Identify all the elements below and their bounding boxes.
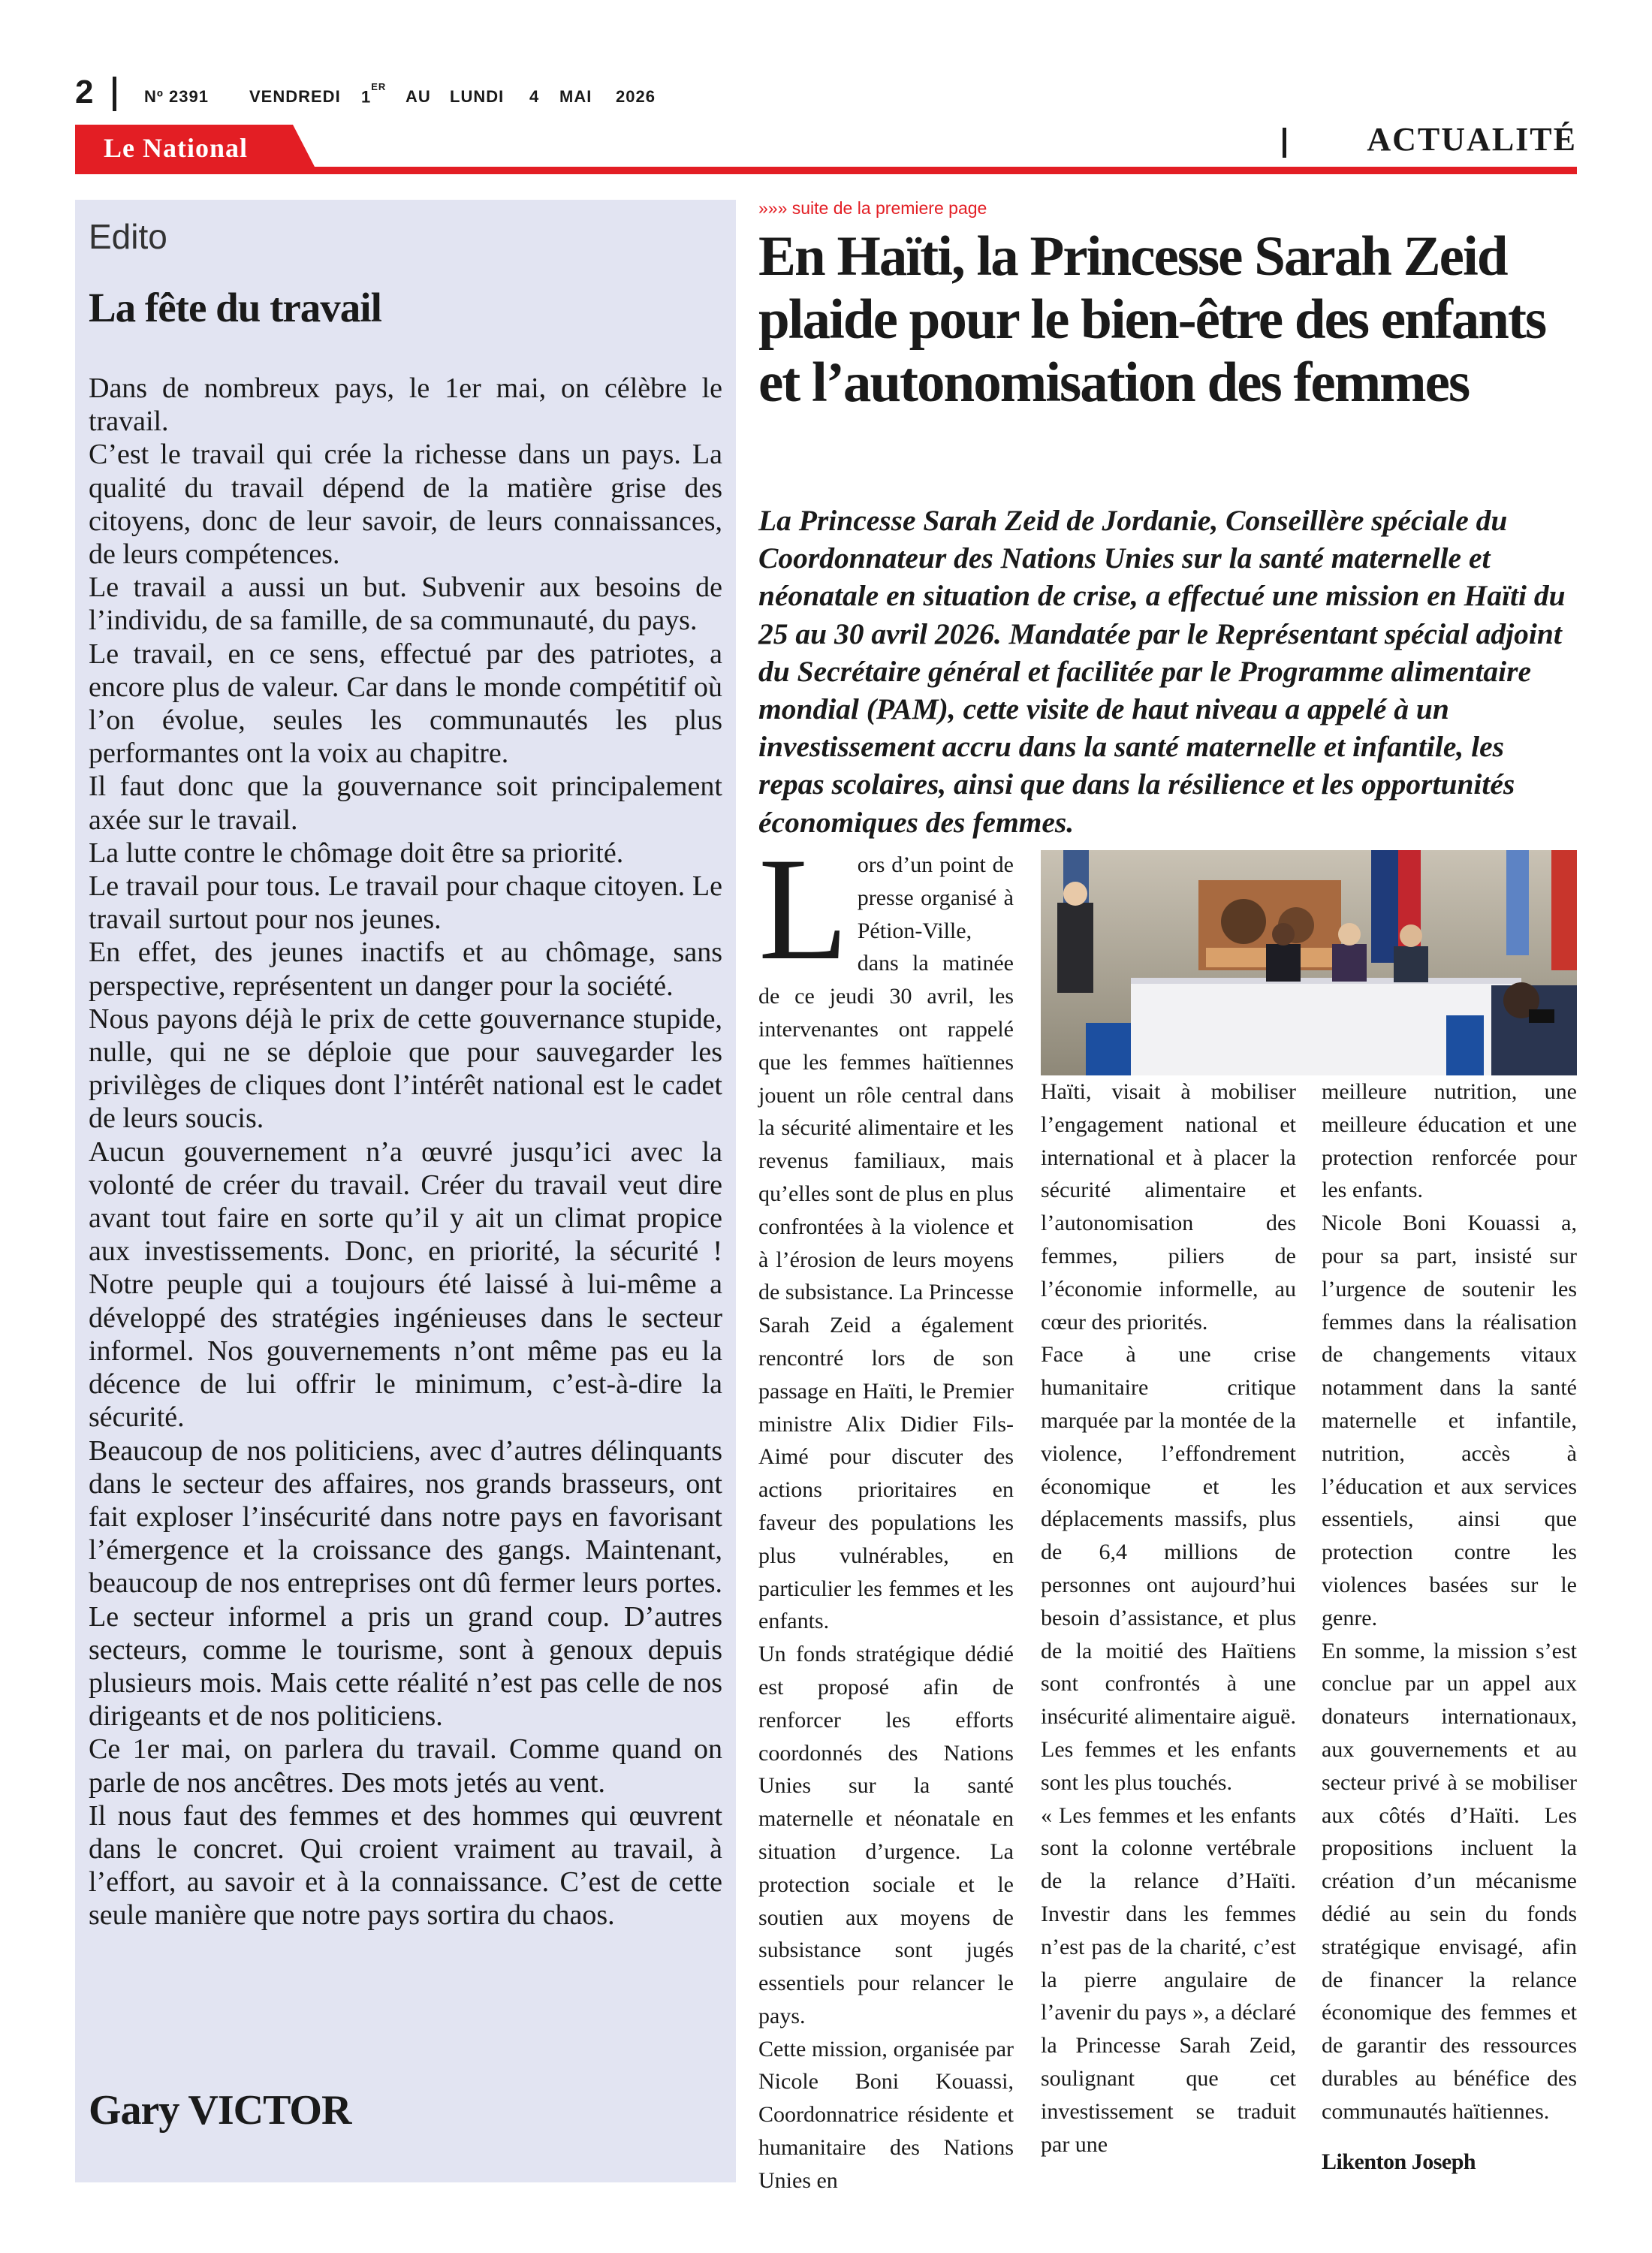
date-num-end: 4 xyxy=(529,87,540,106)
article-paragraph: Lors d’un point de presse organisé à Pétion-Ville, dans la matinée de ce jeudi 30 avril, les intervenantes ont rappelé que les femmes haïtiennes jouent un rôle central dans la sécurité alimentaire et les revenus familiaux, mais qu’elles sont de plus en plus confrontées à la violence et à l’érosion de leurs moyens de subsistance. La Princesse Sarah Zeid a également rencontré lors de son passage en Haïti, le Premier ministre Alix Didier Fils-Aimé pour discuter des actions prioritaires en faveur des populations les plus vulnérables, en particulier les femmes et les enfants. xyxy=(758,828,1014,1634)
edito-paragraph: Il faut donc que la gouvernance soit principalement axée sur le travail. xyxy=(89,771,722,836)
page-header xyxy=(75,74,1577,119)
article-paragraph: En somme, la mission s’est conclue par un appel aux donateurs internationaux, aux gouvernements et au secteur privé à se mobiliser aux côtés d’Haïti. Les propositions incluent la création d’un mécanisme dédié au sein du fonds stratégique envisagé, afin de financer la relance économique des femmes et de garantir des ressources durables au bénéfice des communautés haïtiennes. xyxy=(1322,1638,1577,2124)
article-column-2 xyxy=(1041,1075,1296,2161)
edito-paragraph: Dans de nombreux pays, le 1er mai, on célèbre le travail. xyxy=(89,372,722,438)
date-month: MAI xyxy=(559,87,592,106)
date-num-start: 1ER xyxy=(361,81,387,107)
article-paragraph: meilleure nutrition, une meilleure éducation et une protection renforcée pour les enfants. xyxy=(1322,1079,1577,1203)
date-connector: AU xyxy=(405,87,431,106)
article-paragraph: « Les femmes et les enfants sont la colonne vertébrale de la relance d’Haïti. Investir dans les femmes n’est pas de la charité, c’est la pierre angulaire de l’avenir du pays », a déclaré la Princesse Sarah Zeid, soulignant que cet investissement se traduit par une xyxy=(1041,1802,1296,2157)
article-paragraph: Face à une crise humanitaire critique marquée par la montée de la violence, l’effondrement économique et les déplacements massifs, plus de 6,4 millions de personnes ont aujourd’hui besoin d’assistance, et plus de la moitié des Haïtiens sont confrontés à une insécurité alimentaire aiguë. Les femmes et les enfants sont les plus touchés. xyxy=(1041,1342,1296,1795)
section-title: ACTUALITÉ xyxy=(1367,121,1577,158)
header-divider xyxy=(113,77,116,111)
edito-kicker: Edito xyxy=(89,217,167,256)
date-day-end: LUNDI xyxy=(450,87,505,106)
edito-column xyxy=(75,200,736,2182)
article-headline: En Haïti, la Princesse Sarah Zeid plaide pour le bien-être des enfants et l’autonomisation des femmes xyxy=(758,225,1546,414)
edito-paragraph: C’est le travail qui crée la richesse dans un pays. La qualité du travail dépend de la matière grise des citoyens, donc de leur savoir, de leurs connaissances, de leurs compétences. xyxy=(89,439,722,571)
edito-paragraph: Beaucoup de nos politiciens, avec d’autres délinquants dans le secteur des affaires, nos grands brasseurs, ont fait exploser l’insécurité dans notre pays en favorisant l’émergence et la croissance des gangs. Maintenant, beaucoup de nos entreprises ont dû fermer leurs portes. Le secteur informel a pris un grand coup. D’autres secteurs, comme le tourisme, sont à genoux depuis plusieurs mois. Mais cette réalité n’est pas celle de nos dirigeants et de nos politiciens. xyxy=(89,1434,722,1733)
drop-cap: L xyxy=(758,828,849,991)
edito-title: La fête du travail xyxy=(89,285,381,330)
article-paragraph: Nicole Boni Kouassi a, pour sa part, insisté sur l’urgence de soutenir les femmes dans la réalisation de changements vitaux notamment dans la santé maternelle et infantile, nutrition, accès à l’éducation et aux services essentiels, ainsi que protection contre les violences basées sur le genre. xyxy=(1322,1211,1577,1630)
article-paragraph: Haïti, visait à mobiliser l’engagement national et international et à placer la sécurité alimentaire et l’autonomisation des femmes, piliers de l’économie informelle, au cœur des priorités. xyxy=(1041,1079,1296,1335)
edito-paragraph: En effet, des jeunes inactifs et au chômage, sans perspective, représentent un danger pour la société. xyxy=(89,936,722,1002)
page-number: 2 xyxy=(75,74,94,110)
section-divider xyxy=(1283,128,1286,158)
continued-label: »»» suite de la premiere page xyxy=(758,198,987,218)
article-column-1 xyxy=(758,828,1014,2197)
edito-paragraph: Aucun gouvernement n’a œuvré jusqu’ici avec la volonté de créer du travail. Créer du travail veut dire avant tout faire en sorte qu’il y ait un climat propice aux investissements. Donc, en priorité, la sécurité ! Notre peuple qui a toujours été laissé à lui-même a développé des stratégies ingénieuses dans le secteur informel. Nos gouvernements n’ont même pas eu la décence de lui offrir le minimum, c’est-à-dire la sécurité. xyxy=(89,1136,722,1434)
article-lead: La Princesse Sarah Zeid de Jordanie, Conseillère spéciale du Coordonnateur des Nations Unies sur la santé maternelle et néonatale en situation de crise, a effectué une mission en Haïti du 25 au 30 avril 2026. Mandatée par le Représentant spécial adjoint du Secrétaire général et facilitée par le Programme alimentaire mondial (PAM), cette visite de haut niveau a appelé à un investissement accru dans la santé maternelle et infantile, les repas scolaires, ainsi que dans la résilience et les opportunités économiques des femmes. xyxy=(758,504,1566,839)
issue-number: Nº 2391 xyxy=(144,87,209,106)
article-byline: Likenton Joseph xyxy=(1322,2149,1476,2174)
edito-signature: Gary VICTOR xyxy=(89,2087,351,2134)
edito-paragraph: Le travail, en ce sens, effectué par des patriotes, a encore plus de valeur. Car dans le monde compétitif où l’on évolue, seules les communautés les plus performantes ont la voix au chapitre. xyxy=(89,638,722,770)
edito-paragraph: Le travail a aussi un but. Subvenir aux besoins de l’individu, de sa famille, de sa communauté, du pays. xyxy=(89,572,722,637)
red-rule xyxy=(75,167,1577,174)
article-column-3 xyxy=(1322,1075,1577,2128)
edito-paragraph: Il nous faut des femmes et des hommes qui œuvrent dans le concret. Qui croient vraiment au travail, à l’effort, au savoir et à la connaissance. C’est de cette seule manière que notre pays sortira du chaos. xyxy=(89,1799,722,1932)
date-day-start: VENDREDI xyxy=(249,87,341,106)
brand-logo: Le National xyxy=(104,133,249,163)
edito-paragraph: Le travail pour tous. Le travail pour chaque citoyen. Le travail surtout pour nos jeunes. xyxy=(89,870,722,936)
article-paragraph: Cette mission, organisée par Nicole Boni Kouassi, Coordonnatrice résidente et humanitaire des Nations Unies en xyxy=(758,2036,1014,2193)
edito-paragraph: Nous payons déjà le prix de cette gouvernance stupide, nulle, qui ne se déploie que pour sauvegarder les privilèges de cliques dont l’intérêt national est le cadet de leurs soucis. xyxy=(89,1003,722,1135)
press-conference-photo xyxy=(1041,850,1577,1075)
article-paragraph: Un fonds stratégique dédié est proposé afin de renforcer les efforts coordonnés des Nations Unies sur la santé maternelle et néonatale en situation d’urgence. La protection sociale et le soutien aux moyens de subsistance sont jugés essentiels pour relancer le pays. xyxy=(758,1642,1014,2028)
date-year: 2026 xyxy=(616,87,656,106)
edito-body xyxy=(89,372,722,1932)
masthead-band xyxy=(75,125,1577,176)
edito-paragraph: La lutte contre le chômage doit être sa priorité. xyxy=(89,837,624,869)
edito-paragraph: Ce 1er mai, on parlera du travail. Comme quand on parle de nos ancêtres. Des mots jetés au vent. xyxy=(89,1733,722,1799)
